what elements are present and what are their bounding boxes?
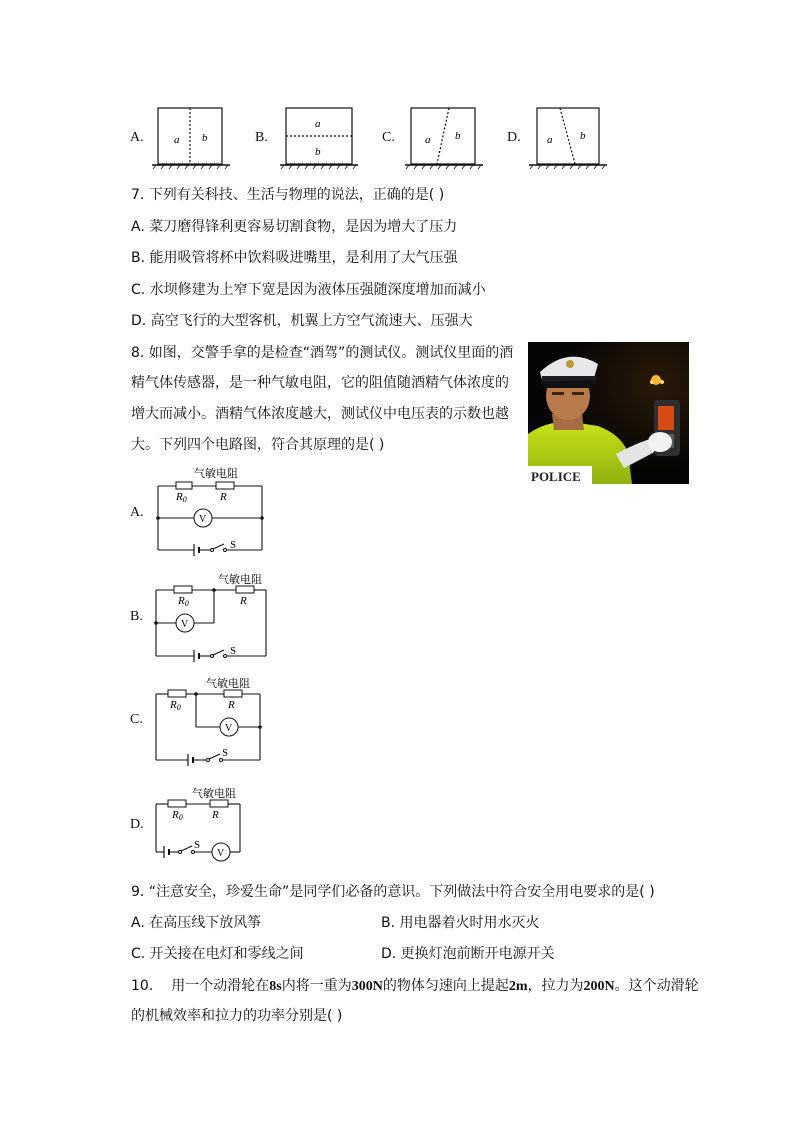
q9-stem: 9. “注意安全，珍爱生命”是同学们必备的意识。下列做法中符合安全用电要求的是( )	[131, 884, 655, 900]
q8-stem-line-3: 增大而减小。酒精气体浓度越大，测试仪中电压表的示数也越	[131, 406, 509, 422]
q9-option-c: C. 开关接在电灯和零线之间	[131, 946, 304, 962]
q10-time: 8s	[269, 979, 282, 994]
q9-option-a: A. 在高压线下放风筝	[131, 915, 262, 931]
q8-option-b-label: B.	[130, 609, 143, 624]
q8-c-voltmeter: V	[225, 723, 233, 734]
q6-d-region-b: b	[580, 130, 586, 142]
q8-d-voltmeter: V	[217, 848, 225, 859]
q8-c-r0-label: R0	[170, 699, 181, 712]
q6-c-region-a: a	[425, 134, 431, 146]
q8-stem-line-1: 8. 如图，交警手拿的是检查“酒驾”的测试仪。测试仪里面的酒	[131, 345, 514, 361]
q7-stem: 7. 下列有关科技、生活与物理的说法，正确的是( )	[131, 187, 445, 203]
q10-text-5: 。这个动滑轮	[614, 978, 699, 994]
q8-c-sensor-label: 气敏电阻	[206, 677, 250, 690]
q8-option-c-label: C.	[130, 712, 143, 727]
q6-b-region-b: b	[315, 146, 321, 158]
q8-circuit-b	[148, 566, 272, 666]
q8-d-switch-label: S	[194, 839, 201, 851]
q8-stem-line-2: 精气体传感器，是一种气敏电阻，它的阻值随酒精气体浓度的	[131, 375, 509, 391]
q7-option-b: B. 能用吸管将杯中饮料吸进嘴里，是利用了大气压强	[131, 250, 458, 266]
q8-d-r0-label: R0	[172, 809, 183, 822]
q8-b-r-label: R	[240, 595, 247, 607]
q6-option-d-label: D.	[507, 130, 521, 145]
q10-text-3: 的物体匀速向上提起	[382, 978, 509, 994]
q8-a-switch-label: S	[230, 539, 237, 551]
q6-d-region-a: a	[547, 134, 553, 146]
q10-weight: 300N	[351, 979, 383, 994]
q9-option-b: B. 用电器着火时用水灭火	[381, 915, 540, 931]
q8-c-r-label: R	[228, 699, 235, 711]
q6-c-region-b: b	[455, 130, 461, 142]
q6-option-a-label: A.	[130, 130, 144, 145]
q8-d-r-label: R	[212, 809, 219, 821]
q10-force: 200N	[583, 979, 615, 994]
q6-a-region-a: a	[174, 134, 180, 146]
q6-a-region-b: b	[202, 132, 208, 144]
q8-a-r-label: R	[220, 491, 227, 503]
q8-option-a-label: A.	[130, 505, 144, 520]
q9-option-d: D. 更换灯泡前断开电源开关	[381, 946, 555, 962]
q6-option-c-label: C.	[382, 130, 395, 145]
q10-stem-line-1	[131, 976, 699, 997]
q7-option-d: D. 高空飞行的大型客机，机翼上方空气流速大、压强大	[131, 313, 473, 329]
q6-option-b-label: B.	[255, 130, 268, 145]
q6-b-region-a: a	[315, 118, 321, 130]
q8-b-voltmeter: V	[181, 619, 189, 630]
q7-option-a: A. 菜刀磨得锋利更容易切割食物，是因为增大了压力	[131, 219, 458, 235]
q8-b-sensor-label: 气敏电阻	[218, 573, 262, 586]
q10-number: 10.	[131, 978, 154, 994]
police-vest-text: POLICE	[531, 469, 581, 484]
q8-c-switch-label: S	[222, 747, 229, 759]
q8-a-r0-label: R0	[176, 491, 187, 504]
q8-b-switch-label: S	[230, 645, 237, 657]
q8-circuit-c	[148, 670, 272, 770]
q8-option-d-label: D.	[130, 817, 144, 832]
q8-stem-line-4: 大。下列四个电路图，符合其原理的是( )	[131, 437, 385, 453]
q7-option-c: C. 水坝修建为上窄下宽是因为液体压强随深度增加而减小	[131, 282, 486, 298]
q6-option-b-diagram	[278, 104, 364, 170]
traffic-police-photo	[528, 342, 689, 484]
q6-option-d-diagram	[527, 102, 613, 170]
q10-height: 2m	[508, 979, 528, 994]
q8-circuit-a	[150, 460, 274, 558]
q8-a-voltmeter: V	[199, 514, 207, 525]
q10-text-2: 内将一重为	[281, 978, 352, 994]
q10-text-1: 用一个动滑轮在	[171, 978, 270, 994]
q8-circuit-d	[148, 780, 272, 866]
q6-option-c-diagram	[403, 102, 489, 170]
q8-b-r0-label: R0	[178, 595, 189, 608]
q8-a-sensor-label: 气敏电阻	[194, 467, 238, 480]
q10-text-4: ，拉力为	[527, 978, 584, 994]
q6-option-a-diagram	[150, 104, 236, 170]
q10-stem-line-2: 的机械效率和拉力的功率分别是( )	[131, 1008, 343, 1024]
q8-d-sensor-label: 气敏电阻	[192, 787, 236, 800]
